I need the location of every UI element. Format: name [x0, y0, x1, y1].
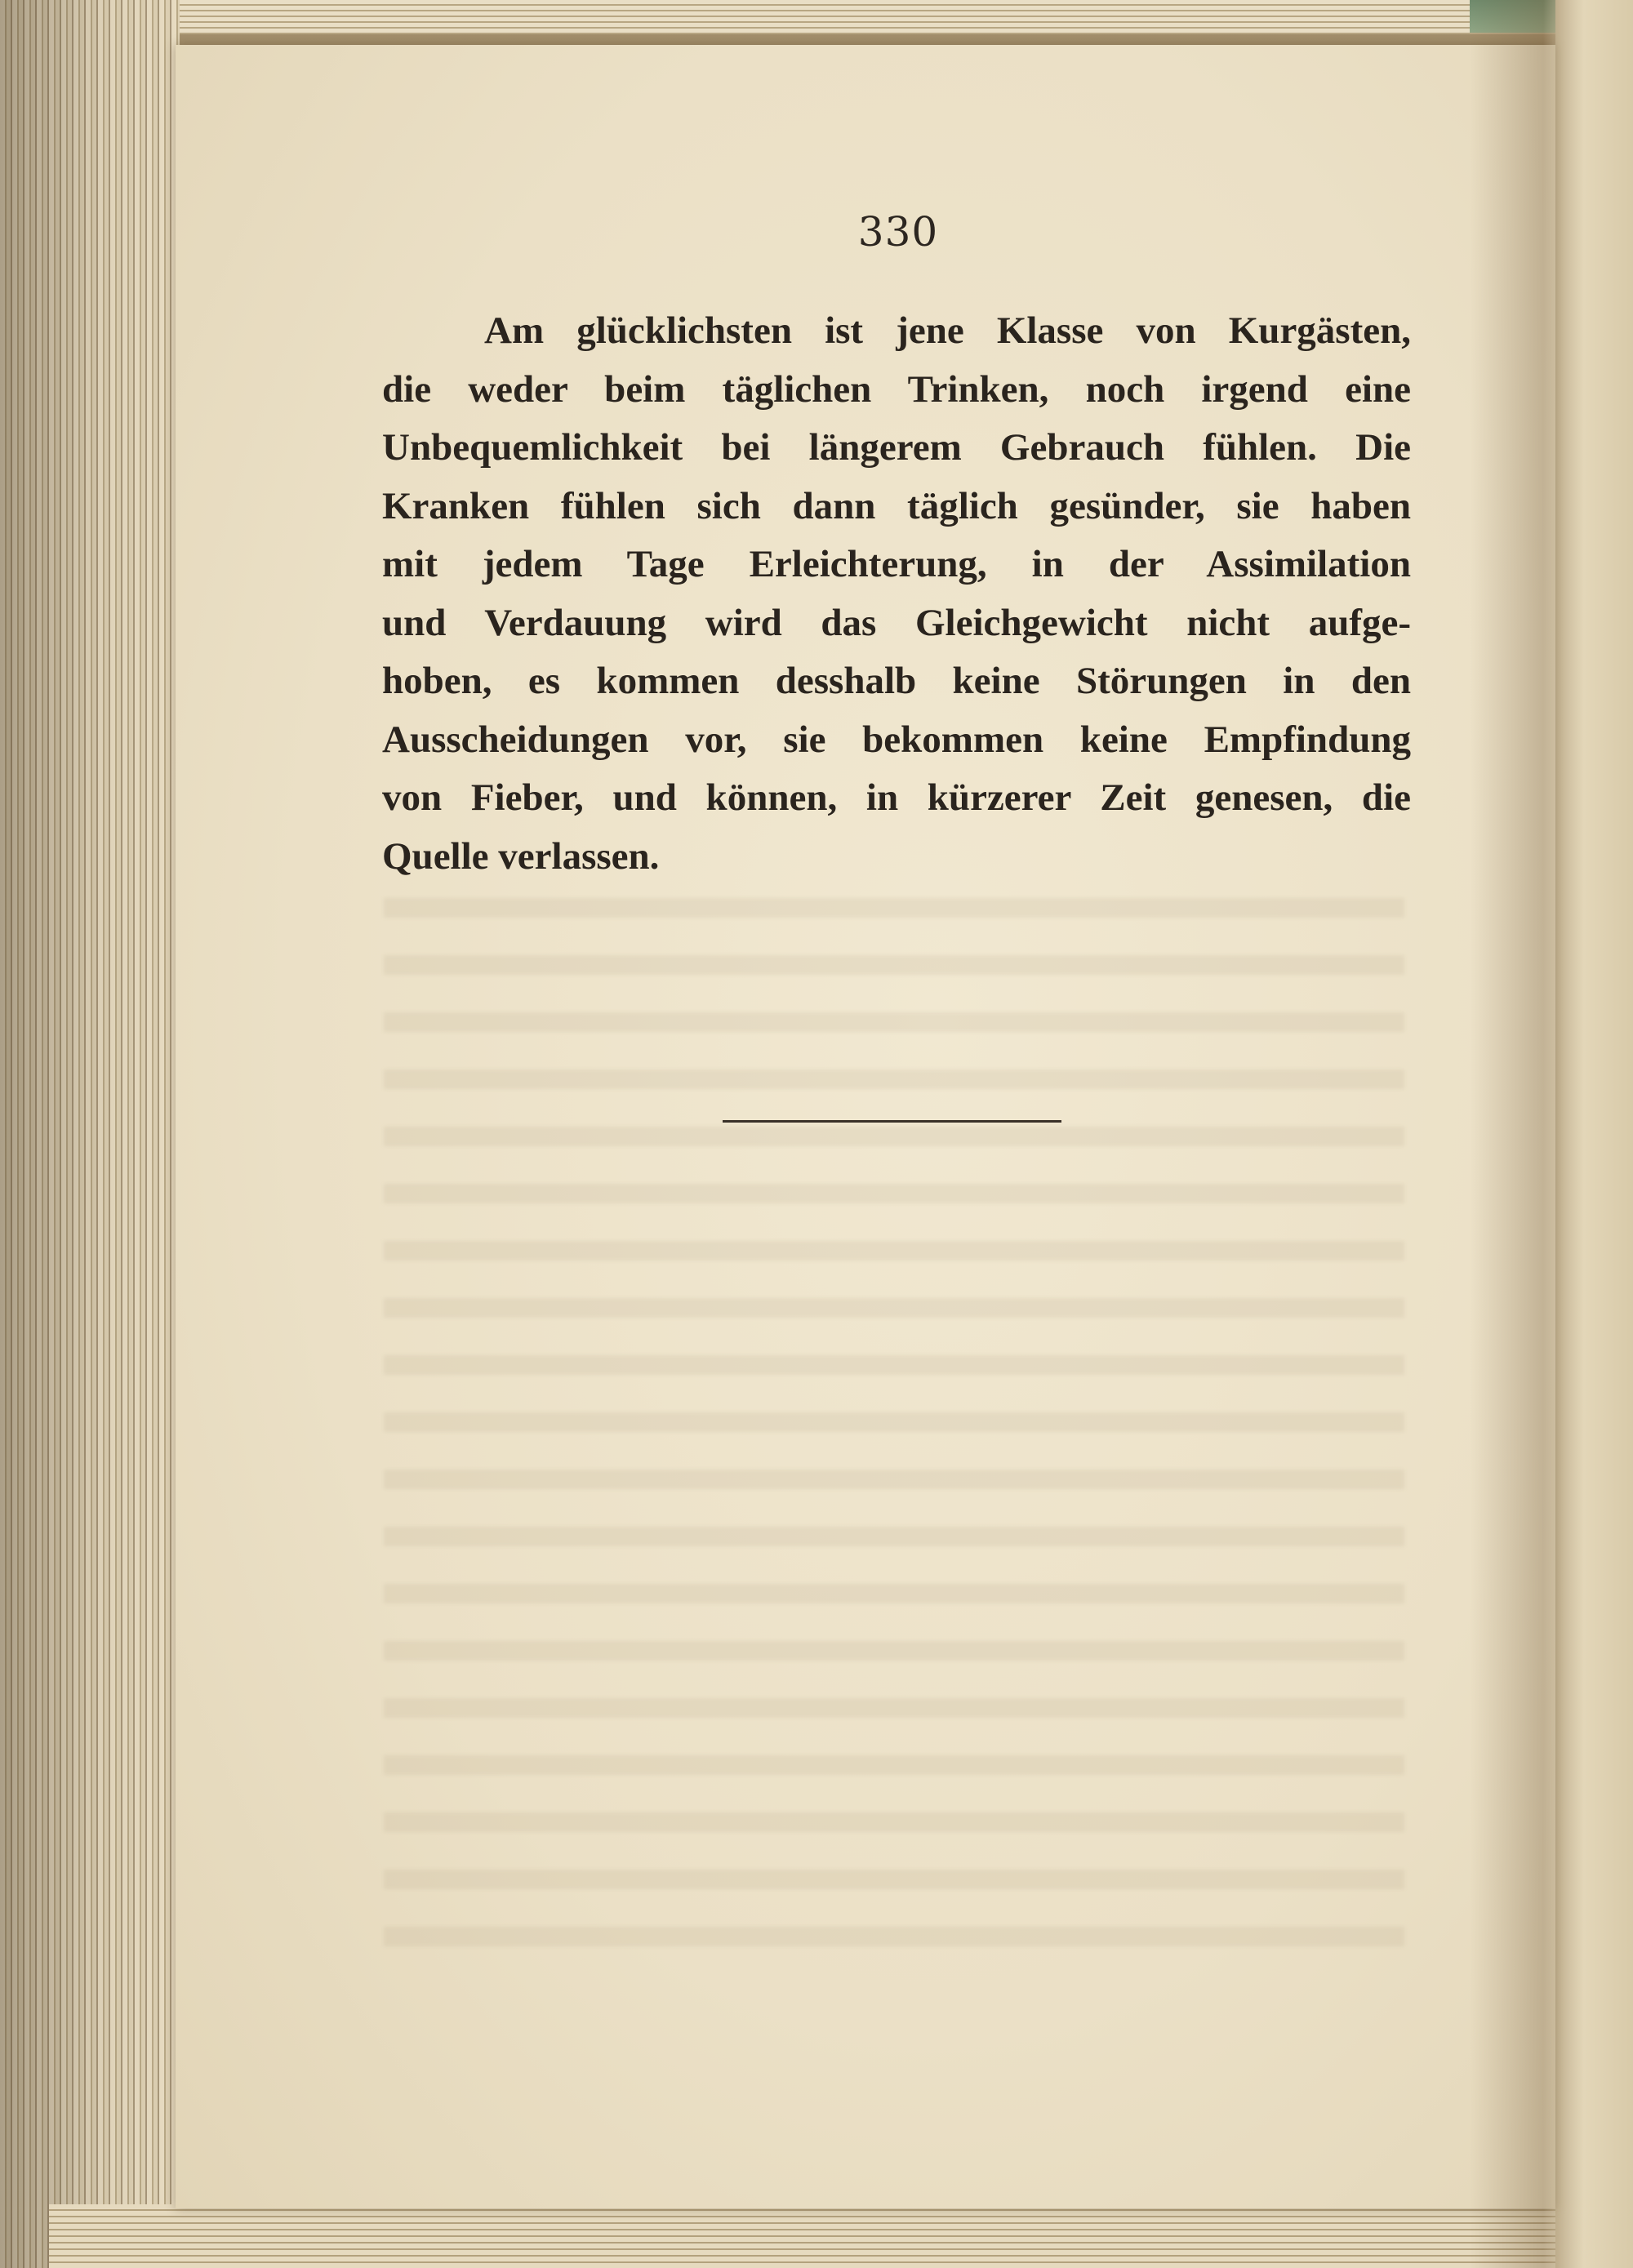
page-number: 330: [857, 208, 939, 256]
text-line: Quelle verlassen.: [382, 834, 660, 878]
left-edge-shadow: [0, 0, 180, 2268]
text-line: Am glücklichsten ist jene Klasse von Kurgästen,: [484, 309, 1411, 352]
text-line: die weder beim täglichen Trinken, noch irgend eine: [382, 367, 1411, 411]
paragraph: [382, 302, 1411, 886]
text-line: Ausscheidungen vor, sie bekommen keine Empfindung: [382, 718, 1411, 761]
text-line: Unbequemlichkeit bei längerem Gebrauch fühlen. Die: [382, 426, 1411, 469]
section-divider-rule: [723, 1120, 1061, 1123]
top-page-edges: [0, 0, 1568, 34]
text-line: hoben, es kommen desshalb keine Störungen in den: [382, 660, 1411, 702]
gutter-shadow: [1470, 0, 1633, 2268]
text-line: von Fieber, und können, in kürzerer Zeit genesen, die: [382, 776, 1411, 819]
text-line: mit jedem Tage Erleichterung, in der Assimilation: [382, 543, 1411, 585]
text-line: und Verdauung wird das Gleichgewicht nicht aufge-: [382, 601, 1411, 644]
text-line: Kranken fühlen sich dann täglich gesünder, sie haben: [382, 484, 1411, 527]
bleed-through-text: [384, 898, 1404, 1984]
bottom-page-edges: [49, 2204, 1584, 2268]
